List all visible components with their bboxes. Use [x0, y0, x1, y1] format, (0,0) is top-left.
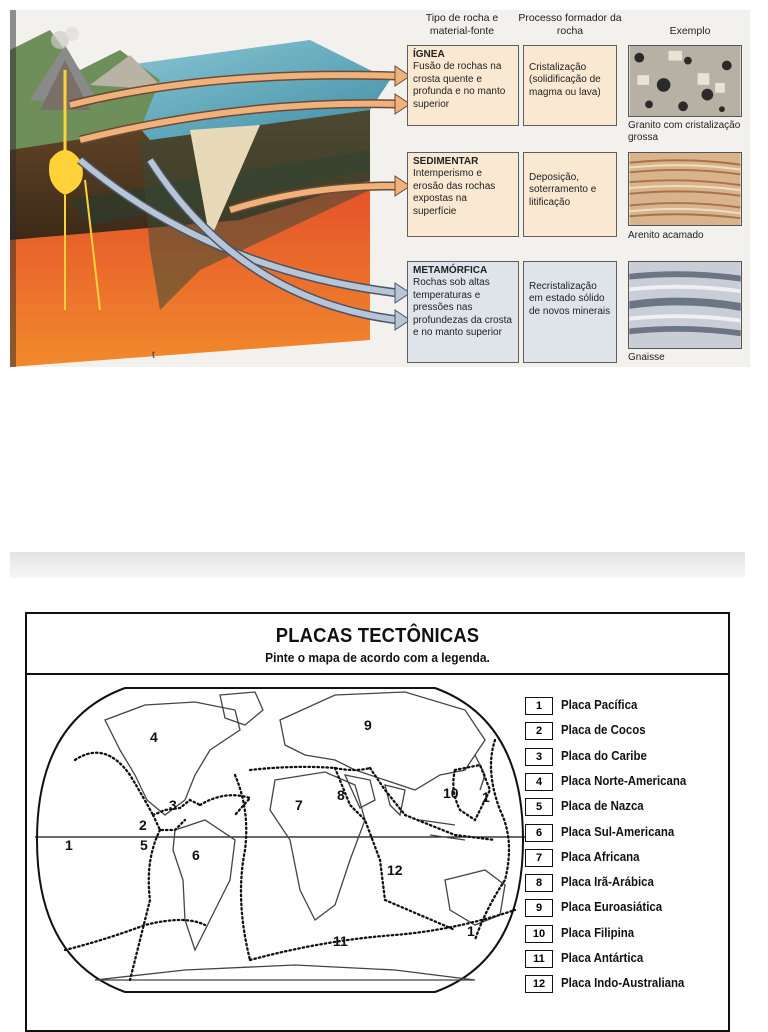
metamorphic-title: METAMÓRFICA: [413, 265, 488, 276]
header-rock-type: Tipo de rocha e material-fonte: [425, 12, 499, 37]
sandstone-caption: Arenito acamado: [628, 230, 704, 241]
igneous-type-box: [407, 45, 519, 126]
gneiss-photo: [628, 261, 742, 349]
sedimentary-text: Intemperismo e erosão das rochas expostas na superfície: [413, 168, 496, 217]
legend-item: [525, 797, 725, 819]
map-label-4: 4: [150, 729, 158, 745]
metamorphic-process-box: [523, 261, 617, 363]
sedimentary-title: SEDIMENTAR: [413, 156, 479, 167]
legend-label: Placa Irã-Arábica: [561, 874, 654, 890]
legend-item: [525, 721, 725, 743]
metamorphic-process: Recristalização em estado sólido de novos minerais: [529, 281, 611, 317]
sandstone-photo: [628, 152, 742, 226]
world-map: [35, 680, 525, 1000]
separator-strip: [10, 552, 745, 578]
granite-photo: [628, 45, 742, 117]
igneous-title: ÍGNEA: [413, 49, 445, 60]
map-label-7: 7: [295, 797, 303, 813]
legend-label: Placa de Nazca: [561, 798, 644, 814]
map-label-1-south: 1: [467, 923, 475, 939]
worksheet-title: PLACAS TECTÔNICAS: [275, 625, 480, 647]
gneiss-caption: Gnaisse: [628, 352, 665, 363]
header-process: Processo formador da rocha: [518, 12, 622, 37]
legend-item: [525, 949, 725, 971]
sedimentary-process: Deposição, soterramento e litificação: [529, 172, 597, 208]
rock-cycle-figure: [10, 10, 750, 367]
legend-label: Placa Antártica: [561, 950, 644, 965]
worksheet-subtitle: Pinte o mapa de acordo com a legenda.: [265, 650, 490, 665]
legend-number-box: 9: [525, 899, 553, 917]
tectonic-plates-worksheet: [25, 612, 730, 1032]
map-label-8: 8: [337, 787, 345, 803]
metamorphic-text: Rochas sob altas temperaturas e pressões nas profundezas da crosta e no manto superior: [413, 277, 512, 339]
legend-item: [525, 823, 725, 845]
header-example: Exemplo: [669, 25, 711, 37]
legend-number-box: 10: [525, 925, 553, 943]
legend-label: Placa do Caribe: [561, 747, 647, 763]
map-label-2: 2: [139, 817, 147, 833]
legend-label: Placa Norte-Americana: [561, 772, 687, 788]
legend-number-box: 1: [525, 697, 553, 715]
legend-number-box: 3: [525, 748, 553, 766]
sedimentary-type-box: [407, 152, 519, 237]
legend-number-box: 4: [525, 773, 553, 791]
map-label-10: 10: [443, 785, 459, 801]
legend-label: Placa Africana: [561, 848, 640, 864]
metamorphic-type-box: [407, 261, 519, 363]
legend-item: [525, 848, 725, 870]
legend-label: Placa Euroasiática: [561, 899, 663, 915]
map-label-1-east: 1: [482, 789, 490, 805]
map-label-3: 3: [169, 797, 177, 813]
legend-item: [525, 873, 725, 895]
igneous-text: Fusão de rochas na crosta quente e profunda e no manto superior: [413, 61, 506, 110]
legend-item: [525, 898, 725, 920]
sedimentary-process-box: [523, 152, 617, 237]
legend-label: Placa Sul-Americana: [561, 823, 675, 839]
legend-number-box: 7: [525, 849, 553, 867]
legend-number-box: 5: [525, 798, 553, 816]
corner-mark: t: [152, 350, 155, 361]
map-label-11: 11: [333, 933, 348, 949]
legend-label: Placa Pacífica: [561, 697, 638, 712]
geologic-block-diagram: [10, 10, 410, 367]
legend-item: [525, 974, 725, 996]
map-label-6: 6: [192, 847, 200, 863]
igneous-process-box: [523, 45, 617, 126]
granite-caption: Granito com cristalização grossa: [628, 120, 741, 143]
legend-number-box: 8: [525, 874, 553, 892]
igneous-process: Cristalização (solidificação de magma ou lava): [529, 62, 601, 98]
map-label-9: 9: [364, 717, 372, 733]
map-label-12: 12: [387, 862, 403, 878]
legend-number-box: 6: [525, 824, 553, 842]
legend-number-box: 12: [525, 975, 553, 993]
legend-label: Placa de Cocos: [561, 722, 646, 738]
legend-label: Placa Filipina: [561, 924, 635, 940]
worksheet-header: [27, 614, 728, 675]
legend-item: [525, 772, 725, 794]
legend-number-box: 11: [525, 950, 553, 968]
legend-item: [525, 747, 725, 769]
legend-item: [525, 924, 725, 946]
map-label-5: 5: [140, 837, 148, 853]
legend-item: [525, 696, 725, 718]
legend-number-box: 2: [525, 722, 553, 740]
legend-label: Placa Indo-Australiana: [561, 975, 685, 991]
map-label-1-west: 1: [65, 837, 73, 853]
